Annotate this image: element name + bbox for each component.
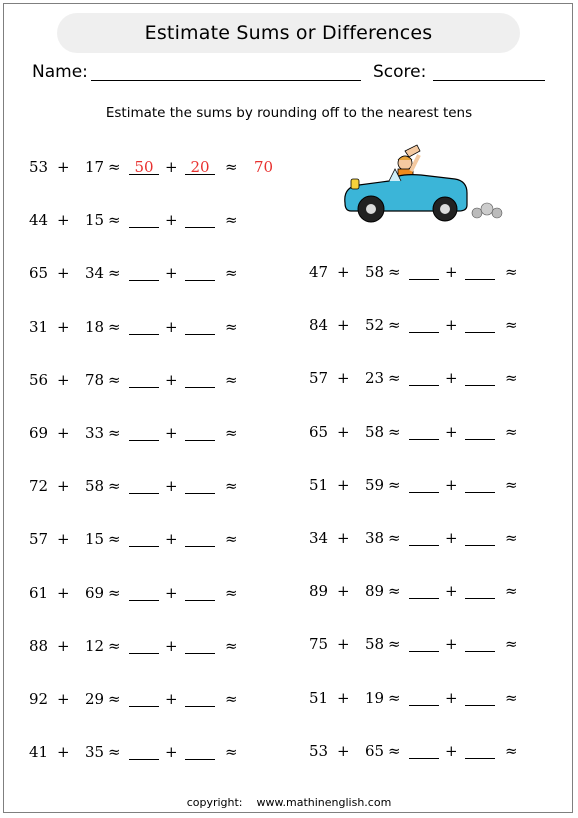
approx-sign: ≈ [225, 317, 238, 336]
approx-sign: ≈ [108, 158, 121, 176]
approx-sign: ≈ [225, 636, 238, 655]
first-addend: 47 [309, 263, 329, 281]
rounded-first-blank[interactable] [129, 493, 159, 494]
approx-sign: ≈ [505, 316, 518, 335]
plus-sign: + [57, 636, 70, 655]
instruction-text: Estimate the sums by rounding off to the nearest tens [105, 105, 473, 121]
approx-sign: ≈ [108, 690, 121, 708]
estimate-answer: 70 [254, 158, 274, 176]
plus-sign: + [445, 582, 458, 601]
first-addend: 51 [309, 688, 329, 707]
rounded-second-blank[interactable] [185, 546, 215, 547]
problem-row [29, 318, 289, 340]
rounded-first-blank[interactable] [129, 600, 159, 601]
rounded-second-blank[interactable] [465, 385, 495, 386]
plus-sign: + [57, 317, 70, 336]
plus-sign: + [445, 369, 458, 388]
plus-sign: + [445, 741, 458, 760]
rounded-first-blank[interactable] [409, 492, 439, 493]
rounded-first-blank[interactable] [409, 598, 439, 599]
second-addend: 65 [365, 741, 385, 760]
car-illustration [337, 143, 507, 233]
plus-sign: + [57, 211, 70, 230]
rounded-first-blank[interactable] [409, 385, 439, 386]
second-addend: 58 [365, 263, 385, 281]
approx-sign: ≈ [108, 317, 121, 336]
second-addend: 29 [85, 690, 105, 708]
first-addend: 75 [309, 635, 329, 654]
plus-sign: + [337, 422, 350, 441]
footer [0, 796, 578, 809]
second-addend: 69 [85, 583, 105, 602]
second-addend: 58 [365, 635, 385, 654]
first-addend: 92 [29, 690, 49, 708]
problem-row [309, 635, 569, 657]
rounded-second-blank[interactable] [465, 651, 495, 652]
problem-row [29, 530, 289, 552]
problem-row [29, 584, 289, 606]
approx-sign: ≈ [505, 263, 518, 281]
page-title: Estimate Sums or Differences [57, 13, 520, 53]
plus-sign: + [165, 158, 178, 176]
rounded-second-blank[interactable] [465, 279, 495, 280]
rounded-first-blank[interactable] [129, 440, 159, 441]
approx-sign: ≈ [505, 741, 518, 760]
first-addend: 89 [309, 582, 329, 601]
rounded-second-blank[interactable] [185, 600, 215, 601]
rounded-first-blank[interactable] [409, 705, 439, 706]
plus-sign: + [57, 530, 70, 549]
score-label: Score: [373, 62, 427, 82]
approx-sign: ≈ [388, 316, 401, 335]
plus-sign: + [165, 743, 178, 762]
approx-sign: ≈ [225, 477, 238, 496]
rounded-first-blank[interactable] [129, 759, 159, 760]
approx-sign: ≈ [505, 582, 518, 601]
plus-sign: + [337, 263, 350, 281]
second-addend: 52 [365, 316, 385, 335]
rounded-first-blank[interactable] [129, 227, 159, 228]
plus-sign: + [165, 370, 178, 389]
plus-sign: + [445, 422, 458, 441]
copyright-label: copyright: [186, 796, 243, 809]
approx-sign: ≈ [108, 264, 121, 283]
plus-sign: + [57, 743, 70, 762]
approx-sign: ≈ [225, 370, 238, 389]
plus-sign: + [337, 475, 350, 494]
second-addend: 23 [365, 369, 385, 388]
problem-row [29, 637, 289, 659]
first-addend: 51 [309, 475, 329, 494]
plus-sign: + [57, 690, 70, 708]
plus-sign: + [445, 635, 458, 654]
rounded-second-blank[interactable] [185, 440, 215, 441]
plus-sign: + [445, 688, 458, 707]
first-addend: 41 [29, 743, 49, 762]
website-link[interactable]: www.mathinenglish.com [256, 796, 392, 809]
plus-sign: + [57, 583, 70, 602]
problem-row [29, 690, 289, 712]
problem-row [309, 742, 569, 764]
rounded-second-blank[interactable] [185, 706, 215, 707]
approx-sign: ≈ [388, 635, 401, 654]
second-addend: 59 [365, 475, 385, 494]
first-addend: 84 [309, 316, 329, 335]
plus-sign: + [57, 158, 70, 176]
second-addend: 58 [85, 477, 105, 496]
rounded-first-blank[interactable] [409, 758, 439, 759]
rounded-second-blank[interactable] [185, 280, 215, 281]
approx-sign: ≈ [225, 583, 238, 602]
rounded-second-blank[interactable] [465, 439, 495, 440]
first-addend: 34 [309, 529, 329, 547]
rounded-second-answer: 20 [190, 158, 210, 176]
first-addend: 65 [29, 264, 49, 283]
approx-sign: ≈ [388, 263, 401, 281]
approx-sign: ≈ [388, 475, 401, 494]
rounded-second-blank[interactable] [465, 332, 495, 333]
approx-sign: ≈ [108, 211, 121, 230]
rounded-second-blank[interactable] [465, 492, 495, 493]
approx-sign: ≈ [225, 530, 238, 549]
second-addend: 17 [85, 158, 105, 176]
rounded-second-blank[interactable] [465, 545, 495, 546]
approx-sign: ≈ [388, 529, 401, 547]
second-addend: 15 [85, 211, 105, 230]
first-addend: 57 [29, 530, 49, 549]
rounded-first-blank[interactable] [129, 546, 159, 547]
rounded-first-blank[interactable] [409, 332, 439, 333]
second-addend: 89 [365, 582, 385, 601]
problem-row [309, 316, 569, 338]
plus-sign: + [165, 317, 178, 336]
plus-sign: + [337, 529, 350, 547]
approx-sign: ≈ [505, 369, 518, 388]
first-addend: 69 [29, 424, 49, 442]
approx-sign: ≈ [225, 743, 238, 762]
plus-sign: + [445, 263, 458, 281]
problem-row [309, 423, 569, 445]
approx-sign: ≈ [108, 636, 121, 655]
first-addend: 56 [29, 370, 49, 389]
first-addend: 88 [29, 636, 49, 655]
name-field[interactable] [91, 80, 361, 81]
plus-sign: + [337, 582, 350, 601]
approx-sign: ≈ [388, 688, 401, 707]
plus-sign: + [445, 529, 458, 547]
plus-sign: + [165, 690, 178, 708]
score-field[interactable] [433, 80, 545, 81]
approx-sign: ≈ [388, 741, 401, 760]
approx-sign: ≈ [505, 635, 518, 654]
car-body [345, 169, 467, 222]
first-addend: 31 [29, 317, 49, 336]
approx-sign: ≈ [108, 370, 121, 389]
rounded-first-blank[interactable] [129, 334, 159, 335]
plus-sign: + [337, 369, 350, 388]
approx-sign: ≈ [108, 530, 121, 549]
rounded-first-blank[interactable] [409, 651, 439, 652]
rounded-second-blank[interactable] [185, 334, 215, 335]
approx-sign: ≈ [388, 422, 401, 441]
first-addend: 61 [29, 583, 49, 602]
second-addend: 19 [365, 688, 385, 707]
approx-sign: ≈ [505, 688, 518, 707]
first-addend: 53 [29, 158, 49, 176]
plus-sign: + [165, 636, 178, 655]
problem-row [309, 582, 569, 604]
rounded-first-blank[interactable] [409, 279, 439, 280]
approx-sign: ≈ [225, 264, 238, 283]
rounded-second-blank[interactable] [185, 493, 215, 494]
plus-sign: + [337, 316, 350, 335]
rounded-first-blank[interactable] [129, 706, 159, 707]
approx-sign: ≈ [225, 690, 238, 708]
second-addend: 38 [365, 529, 385, 547]
exhaust-smoke [472, 203, 502, 218]
second-addend: 35 [85, 743, 105, 762]
plus-sign: + [337, 688, 350, 707]
approx-sign: ≈ [505, 529, 518, 547]
second-addend: 58 [365, 422, 385, 441]
plus-sign: + [445, 475, 458, 494]
problem-row [309, 476, 569, 498]
second-addend: 15 [85, 530, 105, 549]
problem-row [29, 477, 289, 499]
plus-sign: + [165, 530, 178, 549]
plus-sign: + [57, 477, 70, 496]
first-addend: 44 [29, 211, 49, 230]
rounded-second-blank[interactable] [465, 598, 495, 599]
approx-sign: ≈ [108, 583, 121, 602]
plus-sign: + [165, 211, 178, 230]
rounded-first-blank[interactable] [129, 280, 159, 281]
approx-sign: ≈ [108, 477, 121, 496]
name-label: Name: [32, 62, 88, 82]
first-addend: 65 [309, 422, 329, 441]
approx-sign: ≈ [108, 424, 121, 442]
problem-row [29, 424, 289, 446]
plus-sign: + [165, 264, 178, 283]
rounded-first-blank[interactable] [129, 653, 159, 654]
rounded-second-blank[interactable] [185, 653, 215, 654]
approx-sign: ≈ [225, 424, 238, 442]
plus-sign: + [57, 424, 70, 442]
rounded-first-answer: 50 [134, 158, 154, 176]
name-score-row [0, 62, 578, 86]
first-addend: 72 [29, 477, 49, 496]
rounded-second-blank[interactable] [185, 759, 215, 760]
approx-sign: ≈ [388, 369, 401, 388]
plus-sign: + [445, 316, 458, 335]
problem-row [29, 743, 289, 765]
first-addend: 57 [309, 369, 329, 388]
second-addend: 12 [85, 636, 105, 655]
rounded-second-blank[interactable] [465, 758, 495, 759]
rounded-second-blank[interactable] [185, 227, 215, 228]
rounded-first-blank[interactable] [409, 545, 439, 546]
approx-sign: ≈ [505, 475, 518, 494]
first-addend: 53 [309, 741, 329, 760]
plus-sign: + [337, 741, 350, 760]
approx-sign: ≈ [108, 743, 121, 762]
second-addend: 34 [85, 264, 105, 283]
second-addend: 33 [85, 424, 105, 442]
second-addend: 78 [85, 370, 105, 389]
plus-sign: + [337, 635, 350, 654]
rounded-second-blank[interactable] [465, 705, 495, 706]
rounded-first-blank[interactable] [409, 439, 439, 440]
problem-row [309, 369, 569, 391]
rounded-first-blank[interactable] [129, 387, 159, 388]
problem-row [29, 371, 289, 393]
plus-sign: + [165, 424, 178, 442]
approx-sign: ≈ [388, 582, 401, 601]
problem-row [309, 689, 569, 711]
plus-sign: + [165, 583, 178, 602]
problem-row [309, 263, 569, 285]
problem-row [29, 211, 289, 233]
approx-sign: ≈ [225, 211, 238, 230]
second-addend: 18 [85, 317, 105, 336]
approx-sign: ≈ [505, 422, 518, 441]
plus-sign: + [57, 370, 70, 389]
plus-sign: + [57, 264, 70, 283]
rounded-second-blank[interactable] [185, 387, 215, 388]
approx-sign: ≈ [225, 158, 238, 176]
problem-row [309, 529, 569, 551]
problem-row [29, 158, 289, 180]
plus-sign: + [165, 477, 178, 496]
problem-row [29, 264, 289, 286]
